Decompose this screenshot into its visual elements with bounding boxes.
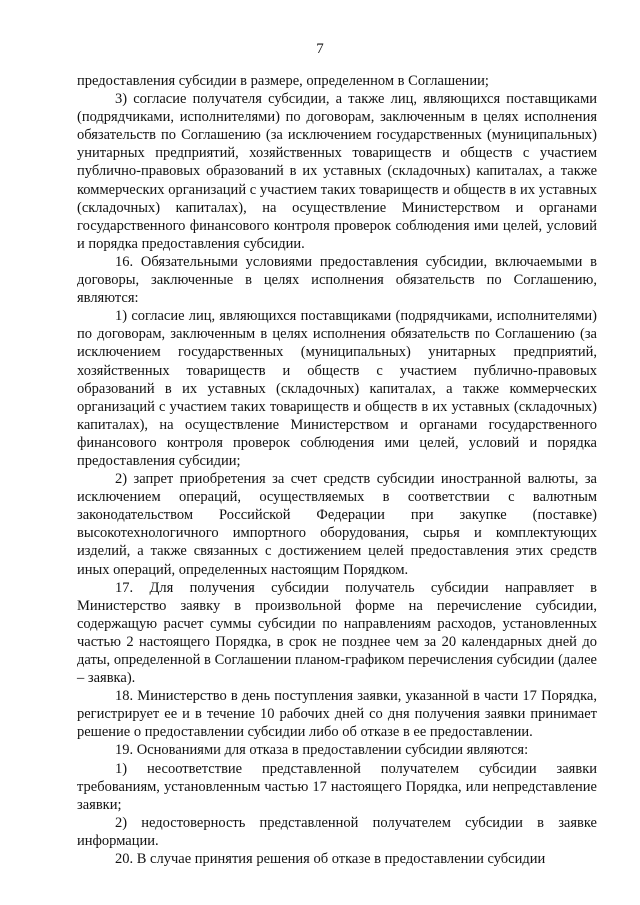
paragraph-17-application: 17. Для получения субсидии получатель субсидии направляет в Министерство заявку в произвольной форме на перечисление субсидии, содержащую расчет суммы субсидии по направлениям расходов, установленных частью 2 настоящего Порядка, в срок не позднее чем за 20 календарных дней до даты, определенной в Соглашении планом-графиком перечисления субсидии (далее – заявка). (77, 579, 597, 687)
paragraph-item-1-consent: 1) согласие лиц, являющихся поставщиками (подрядчиками, исполнителями) по договорам, заключенным в целях исполнения обязательств по Соглашению (за исключением государственных (муниципальных) унитарных предприятий, хозяйственных товариществ и обществ с участием публично-правовых образований в их уставных (складочных) капиталах, а также коммерческих организаций с участием таких товариществ и обществ в их уставных (складочных) капиталах), на осуществление Министерством и органами государственного финансового контроля проверок соблюдения ими целей, условий и порядка предоставления субсидии; (77, 308, 597, 469)
paragraph-19-item-1: 1) несоответствие представленной получателем субсидии заявки требованиям, установленным частью 17 настоящего Порядка, или непредставление заявки; (77, 760, 597, 813)
paragraph-item-3-consent: 3) согласие получателя субсидии, а также лиц, являющихся поставщиками (подрядчиками, исполнителями) по договорам, заключенным в целях исполнения обязательств по Соглашению (за исключением государственных (муниципальных) унитарных предприятий, хозяйственных товариществ и обществ с участием публично-правовых образований в их уставных (складочных) капиталах, а также коммерческих организаций с участием таких товариществ и обществ в их уставных (складочных) капиталах), на осуществление Министерством и органами государственного финансового контроля проверок соблюдения ими целей, условий и порядка предоставления субсидии. (77, 91, 597, 252)
paragraph-16-mandatory-conditions: 16. Обязательными условиями предоставления субсидии, включаемыми в договоры, заключенные в целях исполнения обязательств по Соглашению, являются: (77, 253, 597, 307)
page-number: 7 (316, 41, 324, 57)
paragraph-item-2-currency-ban: 2) запрет приобретения за счет средств субсидии иностранной валюты, за исключением операций, осуществляемых в соответствии с валютным законодательством Российской Федерации при закупке (поставке) высокотехнологичного импортного оборудования, сырья и комплектующих изделий, а также связанных с достижением целей предоставления этих средств иных операций, определенных настоящим Порядком. (77, 471, 597, 578)
paragraph-19-item-2: 2) недостоверность представленной получателем субсидии в заявке информации. (77, 814, 597, 849)
document-body (77, 72, 597, 868)
paragraph-20-refusal-decision: 20. В случае принятия решения об отказе в предоставлении субсидии (115, 851, 546, 868)
paragraph-19-refusal-grounds: 19. Основаниями для отказа в предоставлении субсидии являются: (115, 742, 529, 759)
paragraph-continuation: предоставления субсидии в размере, определенном в Соглашении; (77, 73, 489, 89)
paragraph-18-registration: 18. Министерство в день поступления заявки, указанной в части 17 Порядка, регистрирует ее и в течение 10 рабочих дней со дня получения заявки принимает решение о предоставлении субсидии либо об отказе в ее предоставлении. (77, 688, 597, 741)
